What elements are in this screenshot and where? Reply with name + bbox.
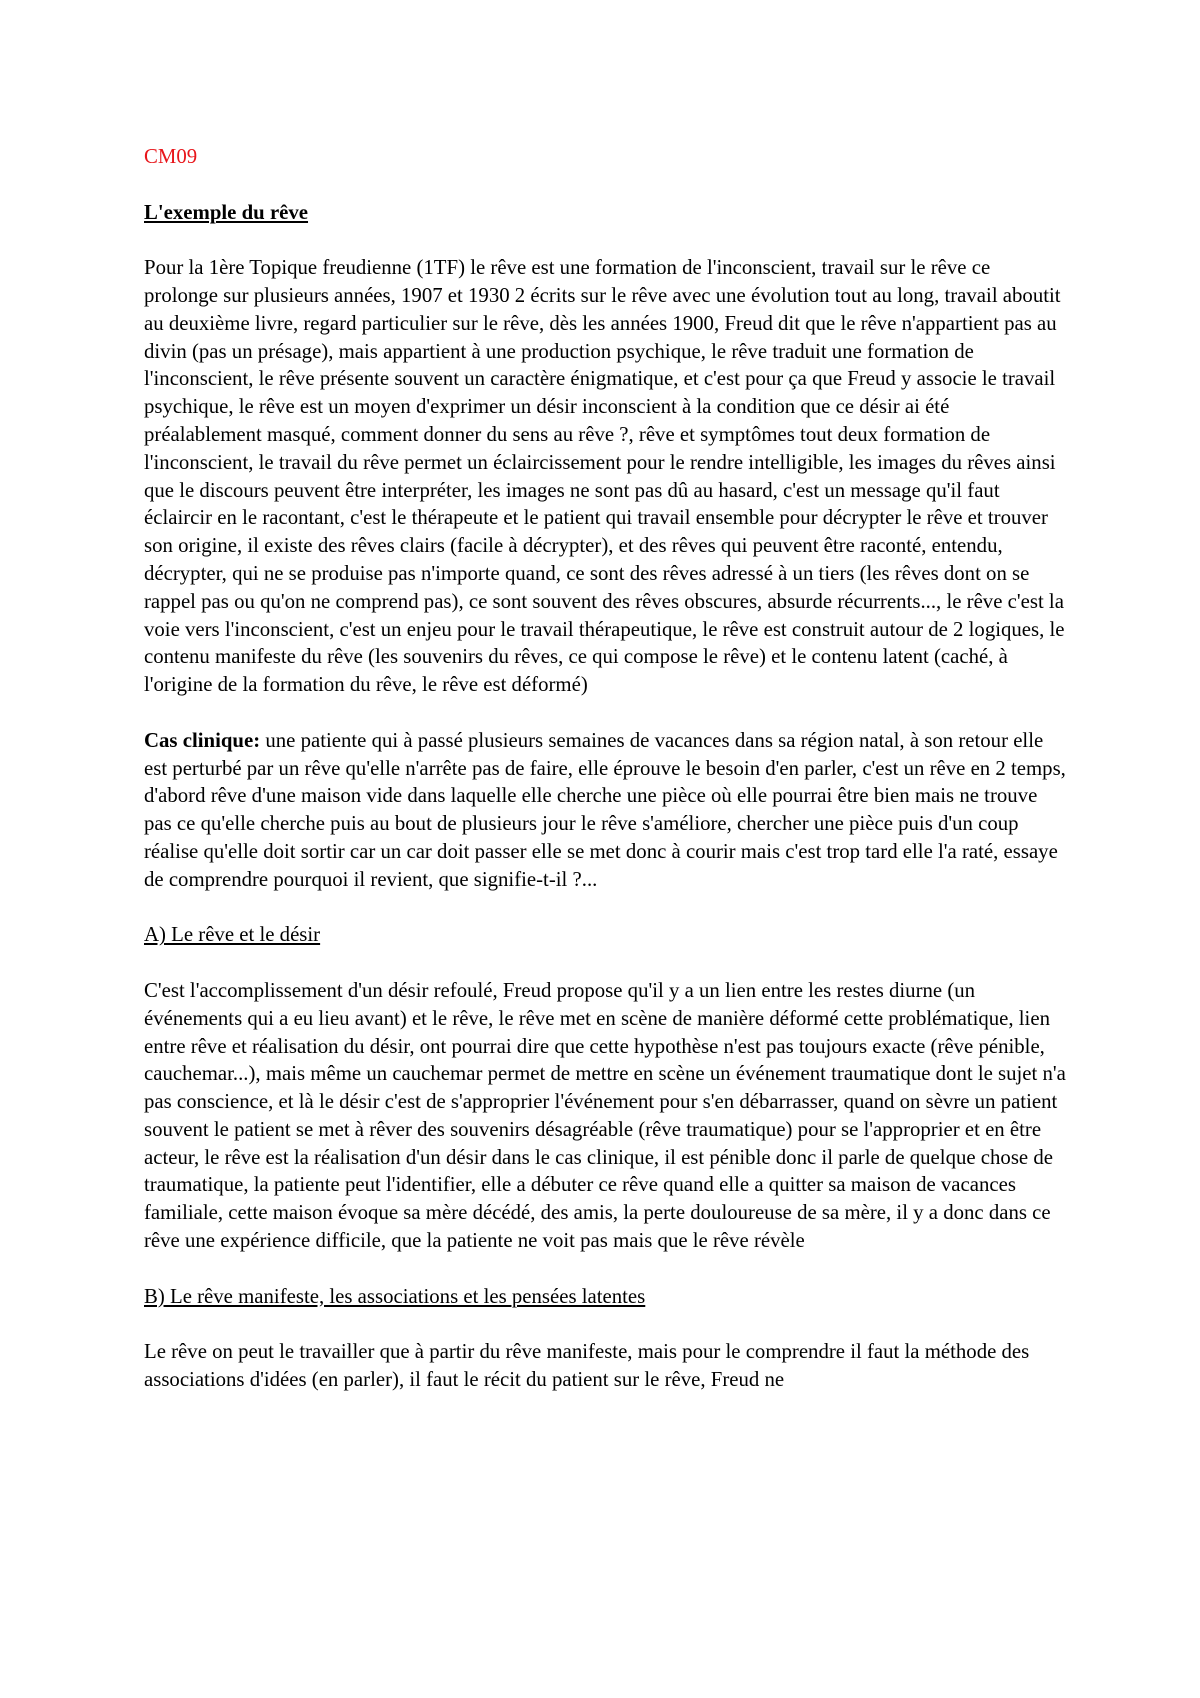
course-code: CM09 (144, 145, 198, 168)
case-label: Cas clinique: (144, 728, 261, 752)
section-a-paragraph: C'est l'accomplissement d'un désir refoulé, Freud propose qu'il y a un lien entre les restes diurne (un événements qui a eu lieu avant) et le rêve, le rêve met en scène de manière déformé cette problématique, lien entre rêve et réalisation du désir, ont pourrai dire que cette hypothèse n'est pas toujours exacte (rêve pénible, cauchemar...), mais même un cauchemar permet de mettre en scène un événement traumatique dont le sujet n'a pas conscience, et là le désir c'est de s'approprier l'événement pour s'en débarrasser, quand on sèvre un patient souvent le patient se met à rêver des souvenirs désagréable (rêve traumatique) pour se l'approprier et en être acteur, le rêve est la réalisation d'un désir dans le cas clinique, il est pénible donc il parle de quelque chose de traumatique, la patiente peut l'identifier, elle a débuter ce rêve quand elle a quitter sa maison de vacances familiale, cette maison évoque sa mère décédé, des amis, la perte douloureuse de sa mère, il y a donc dans ce rêve une expérience difficile, que la patiente ne voit pas mais que le rêve révèle (144, 978, 1066, 1253)
case-paragraph (144, 727, 1069, 894)
intro-paragraph: Pour la 1ère Topique freudienne (1TF) le rêve est une formation de l'inconscient, travail sur le rêve ce prolonge sur plusieurs années, 1907 et 1930 2 écrits sur le rêve avec une évolution tout au long, travail aboutit au deuxième livre, regard particulier sur le rêve, dès les années 1900, Freud dit que le rêve n'appartient pas au divin (pas un présage), mais appartient à une production psychique, le rêve traduit une formation de l'inconscient, le rêve présente souvent un caractère énigmatique, et c'est pour ça que Freud y associe le travail psychique, le rêve est un moyen d'exprimer un désir inconscient à la condition que ce désir ai été préalablement masqué, comment donner du sens au rêve ?, rêve et symptômes tout deux formation de l'inconscient, le travail du rêve permet un éclaircissement pour le rendre intelligible, les images du rêves ainsi que le discours peuvent être interpréter, les images ne sont pas dû au hasard, c'est un message qu'il faut éclaircir en le racontant, c'est le thérapeute et le patient qui travail ensemble pour décrypter le rêve et trouver son origine, il existe des rêves clairs (facile à décrypter), et des rêves qui peuvent être raconté, entendu, décrypter, qui ne se produise pas n'importe quand, ce sont des rêves adressé à un tiers (les rêves dont on se rappel pas ou qu'on ne comprend pas), ce sont souvent des rêves obscures, absurde récurrents..., le rêve c'est la voie vers l'inconscient, c'est un enjeu pour le travail thérapeutique, le rêve est construit autour de 2 logiques, le contenu manifeste du rêve (les souvenirs du rêves, ce qui compose le rêve) et le contenu latent (caché, à l'origine de la formation du rêve, le rêve est déformé) (144, 256, 1065, 697)
section-b-paragraph: Le rêve on peut le travailler que à partir du rêve manifeste, mais pour le comprendre il faut la méthode des associations d'idées (en parler), il faut le récit du patient sur le rêve, Freud ne (144, 1340, 1030, 1392)
section-b-heading: B) Le rêve manifeste, les associations et les pensées latentes (144, 1284, 646, 1308)
section-a-heading: A) Le rêve et le désir (144, 923, 321, 947)
case-text: une patiente qui à passé plusieurs semaines de vacances dans sa région natal, à son retour elle est perturbé par un rêve qu'elle n'arrête pas de faire, elle éprouve le besoin d'en parler, c'est un rêve en 2 temps, d'abord rêve d'une maison vide dans laquelle elle cherche une pièce où elle pourrai être bien mais ne trouve pas ce qu'elle cherche puis au bout de plusieurs jour le rêve s'améliore, chercher une pièce puis d'un coup réalise qu'elle doit sortir car un car doit passer elle se met donc à courir mais c'est trop tard elle l'a raté, essaye de comprendre pourquoi il revient, que signifie-t-il ?... (144, 728, 1066, 891)
document-title: L'exemple du rêve (144, 200, 309, 224)
document-content (144, 143, 1069, 1394)
